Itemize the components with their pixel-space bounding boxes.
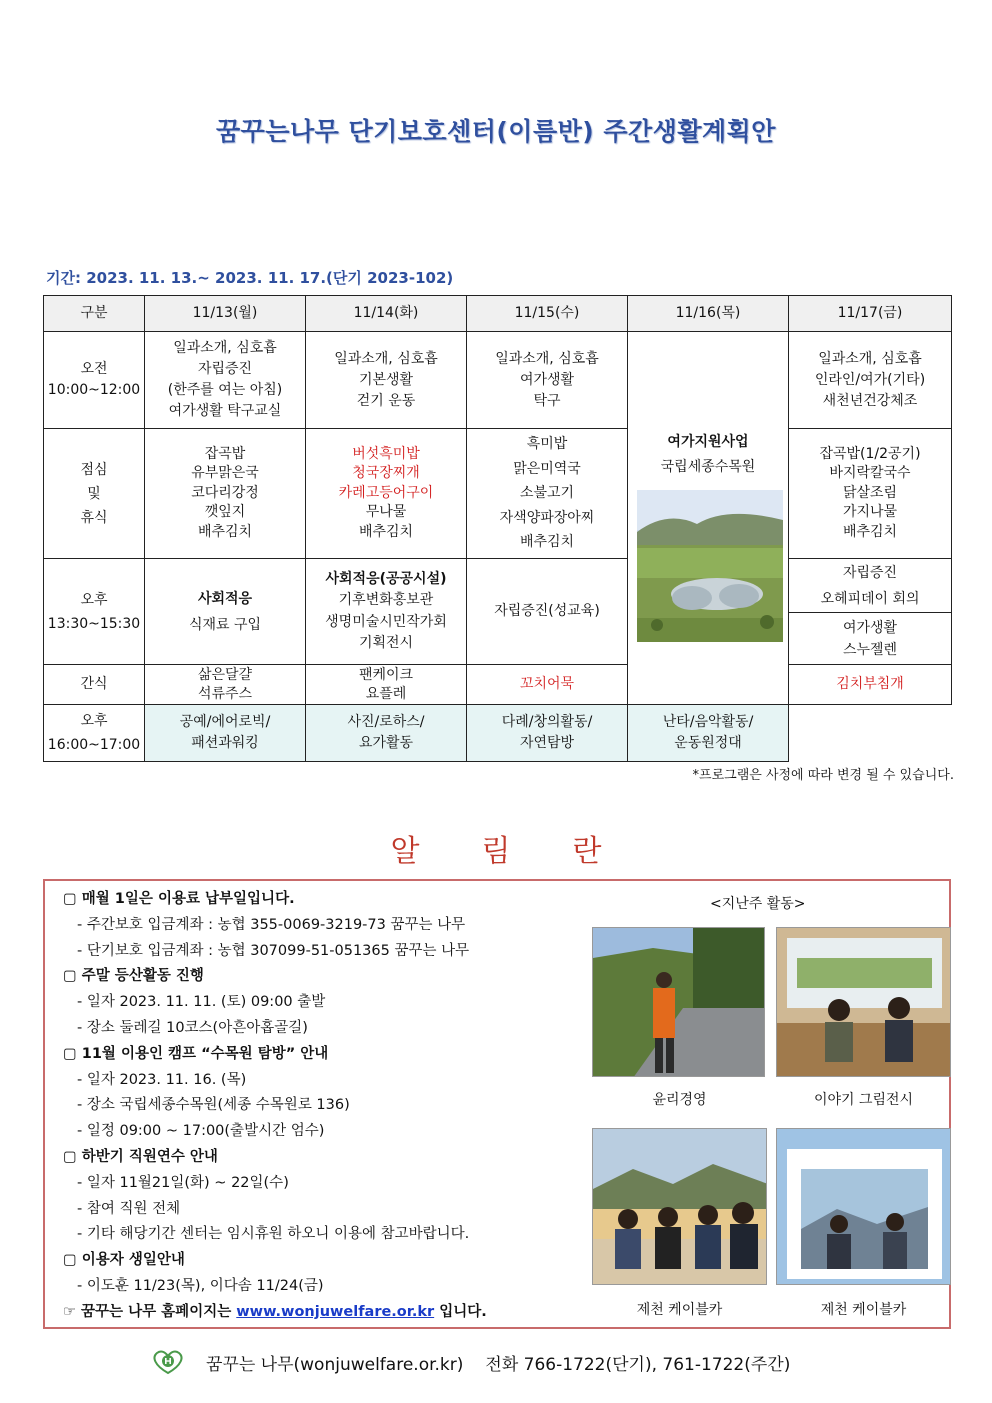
cell-line: 흑미밥	[526, 436, 568, 453]
homepage-prefix: ☞ 꿈꾸는 나무 홈페이지는	[63, 1303, 232, 1320]
cell-line: 자립증진	[197, 361, 253, 377]
cell-line: 무나물	[365, 504, 407, 521]
cell-wed-lunch	[467, 429, 628, 559]
photo-wrap	[630, 480, 786, 649]
cell-line: 스누젤렌	[842, 641, 898, 658]
cell-wed-snack: 꼬치어묵	[467, 665, 628, 705]
cell-line: 자립증진	[842, 564, 898, 581]
cell-line: 사진/로하스/	[347, 714, 425, 730]
cell-line: 팬케이크	[358, 666, 414, 683]
label-text: 휴식	[80, 509, 108, 526]
notice-title: 알림란	[390, 834, 664, 869]
cell-line: 자연탐방	[519, 735, 575, 751]
cell-line: 가지나물	[842, 504, 898, 521]
cell-line: 걷기 운동	[356, 392, 416, 409]
footer	[150, 1347, 790, 1377]
table-row	[44, 429, 952, 559]
photo-image	[593, 1129, 767, 1285]
cell-tue-late	[306, 705, 467, 762]
cell-fri-late	[628, 705, 789, 762]
table-row	[44, 665, 952, 705]
cell-line: 기획전시	[358, 635, 414, 651]
cell-line: 공예/에어로빅/	[179, 714, 271, 730]
notice-heading: ▢ 주말 등산활동 진행	[63, 968, 204, 985]
spacer	[630, 332, 786, 430]
cell-fri-morning	[789, 332, 952, 429]
trip-title: 여가지원사업	[667, 434, 749, 450]
notice-item: - 이도훈 11/23(목), 이다솜 11/24(금)	[77, 1277, 324, 1294]
cell-mon-lunch	[145, 429, 306, 559]
notice-item: - 일자 2023. 11. 16. (목)	[77, 1071, 247, 1088]
cell-line: 맑은미역국	[513, 460, 581, 477]
notice-item: - 일자 2023. 11. 11. (토) 09:00 출발	[77, 994, 326, 1011]
homepage-link[interactable]: www.wonjuwelfare.or.kr	[236, 1303, 435, 1320]
cell-mon-snack	[145, 665, 306, 705]
cell-line: 소불고기	[519, 485, 575, 502]
table-row	[44, 332, 952, 429]
notice-item: - 장소 국립세종수목원(세종 수목원로 136)	[77, 1097, 350, 1114]
notice-item: - 장소 둘레길 10코스(아흔아홉골길)	[77, 1019, 308, 1036]
label-text: 오전	[80, 361, 108, 377]
cell-line: 운동원정대	[674, 735, 742, 751]
cell-line: 청국장찌개	[352, 465, 420, 482]
cell-line: 배추김치	[197, 523, 253, 540]
header-cell: 11/17(금)	[789, 296, 952, 332]
cell-wed-afternoon: 자립증진(성교육)	[467, 559, 628, 665]
cell-line: 일과소개, 심호흡	[173, 340, 277, 356]
header-cell: 구분	[44, 296, 145, 332]
cell-line: 카레고등어구이	[338, 484, 434, 501]
cell-tue-morning	[306, 332, 467, 429]
gallery-title: <지난주 활동>	[710, 896, 806, 912]
cell-line: 코다리강정	[191, 484, 259, 501]
cell-line: 오헤피데이 회의	[820, 590, 920, 607]
cell-line: 유부맑은국	[191, 465, 259, 482]
cell-line: 일과소개, 심호흡	[818, 350, 922, 367]
row-label-lunch	[44, 429, 145, 559]
cell-line: 여가생활 탁구교실	[168, 403, 282, 419]
cell-mon-morning	[145, 332, 306, 429]
period-label: 기간: 2023. 11. 13.~ 2023. 11. 17.(단기 2023-102)	[46, 269, 454, 287]
activity-photo-1	[592, 927, 765, 1077]
cell-line: 생명미술시민작가회	[325, 613, 447, 630]
notice-item: - 일자 11월21일(화) ~ 22일(수)	[77, 1174, 289, 1191]
label-text: 및	[87, 485, 101, 502]
cell-line: 배추김치	[519, 534, 575, 551]
notice-item: - 참여 직원 전체	[77, 1200, 181, 1217]
cell-line: 일과소개, 심호흡	[334, 350, 438, 367]
label-time: 16:00~17:00	[47, 737, 141, 753]
cell-wed-late	[467, 705, 628, 762]
notice-heading: ▢ 하반기 직원연수 안내	[63, 1148, 218, 1165]
notice-heading: ▢ 이용자 생일안내	[63, 1252, 185, 1269]
photo-image	[593, 928, 765, 1077]
header-cell: 11/14(화)	[306, 296, 467, 332]
cell-line: 다례/창의활동/	[501, 714, 593, 730]
label-text: 점심	[80, 461, 108, 478]
cell-line: 새천년건강체조	[822, 392, 918, 409]
row-label-snack: 간식	[44, 665, 145, 705]
cell-line: 배추김치	[358, 523, 414, 540]
cell-mon-afternoon	[145, 559, 306, 665]
cell-line: 기본생활	[358, 371, 414, 388]
notice-item: - 기타 해당기간 센터는 임시휴원 하오니 이용에 참고바랍니다.	[77, 1226, 470, 1243]
cell-line: 여가생활	[842, 619, 898, 636]
cell-line: 잡곡밥(1/2공기)	[819, 445, 921, 462]
cell-line: 탁구	[533, 392, 561, 409]
cell-line: 인라인/여가(기타)	[814, 371, 926, 388]
header-cell: 11/13(월)	[145, 296, 306, 332]
photo-caption: 윤리경영	[652, 1092, 707, 1108]
cell-line: 난타/음악활동/	[662, 714, 754, 730]
notice-heading: ▢ 매월 1일은 이용료 납부일입니다.	[63, 891, 295, 907]
label-text: 오후	[80, 713, 108, 729]
cell-line: 잡곡밥	[204, 445, 246, 462]
cell-line: 요가활동	[358, 735, 414, 751]
notice-box	[43, 879, 951, 1329]
cell-line: 석류주스	[197, 685, 253, 702]
photo-caption: 제천 케이블카	[636, 1302, 723, 1318]
activity-photo-2	[776, 927, 951, 1077]
label-time: 10:00~12:00	[47, 382, 141, 398]
cell-line: 여가생활	[519, 371, 575, 388]
cell-wed-morning	[467, 332, 628, 429]
org-logo-icon	[150, 1349, 186, 1375]
homepage-line	[63, 1300, 583, 1326]
cell-tue-lunch	[306, 429, 467, 559]
arboretum-photo	[637, 490, 783, 642]
footer-org: 꿈꾸는 나무(wonjuwelfare.or.kr)	[206, 1354, 464, 1375]
photo-caption: 이야기 그림전시	[813, 1092, 914, 1108]
table-row	[44, 705, 952, 762]
cell-line: 기후변화홍보관	[338, 592, 434, 608]
table-header-row	[44, 296, 952, 332]
cell-tue-afternoon	[306, 559, 467, 665]
row-label-late	[44, 705, 145, 762]
cell-mon-late	[145, 705, 306, 762]
cell-line: 패션과워킹	[191, 735, 259, 751]
notice-item: - 주간보호 입금계좌 : 농협 355-0069-3219-73 꿈꾸는 나무	[77, 916, 466, 933]
row-label-morning	[44, 332, 145, 429]
notice-list	[63, 887, 583, 1326]
activity-photo-4	[776, 1128, 951, 1285]
cell-fri-lunch	[789, 429, 952, 559]
label-text: 오후	[80, 591, 108, 608]
homepage-suffix: 입니다.	[439, 1303, 487, 1320]
cell-line: (한주를 여는 아침)	[167, 382, 283, 398]
header-cell: 11/16(목)	[628, 296, 789, 332]
cell-line: 깻잎지	[204, 504, 246, 521]
cell-thu-trip	[628, 332, 789, 705]
photo-caption: 제천 케이블카	[820, 1302, 907, 1318]
photo-image	[777, 1129, 951, 1285]
row-label-afternoon	[44, 559, 145, 665]
cell-line: 삶은달걀	[197, 666, 253, 683]
activity-photo-3	[592, 1128, 767, 1285]
header-cell: 11/15(수)	[467, 296, 628, 332]
cell-fri-afternoon-b	[789, 613, 952, 665]
cell-line: 요플레	[365, 685, 407, 702]
cell-fri-snack: 김치부침개	[789, 665, 952, 705]
cell-line: 버섯흑미밥	[352, 445, 420, 462]
cell-line: 일과소개, 심호흡	[495, 350, 599, 367]
notice-item: - 일정 09:00 ~ 17:00(출발시간 엄수)	[77, 1123, 325, 1140]
cell-line: 자색양파장아찌	[499, 509, 595, 526]
cell-line: 닭살조림	[842, 484, 898, 501]
label-time: 13:30~15:30	[47, 615, 141, 632]
cell-line: 사회적응(공공시설)	[325, 570, 447, 587]
cell-line: 배추김치	[842, 523, 898, 540]
notice-heading: ▢ 11월 이용인 캠프 “수목원 탐방” 안내	[63, 1045, 329, 1062]
weekly-schedule-table	[43, 295, 952, 762]
page-title: 꿈꾸는나무 단기보호센터(이름반) 주간생활계획안	[216, 117, 776, 146]
notice-item: - 단기보호 입금계좌 : 농협 307099-51-051365 꿈꾸는 나무	[77, 942, 470, 959]
cell-fri-afternoon-a	[789, 559, 952, 613]
photo-image	[777, 928, 951, 1077]
cell-line: 바지락칼국수	[829, 465, 911, 482]
cell-line: 식재료 구입	[188, 616, 262, 633]
table-row	[44, 559, 952, 613]
schedule-note: *프로그램은 사정에 따라 변경 될 수 있습니다.	[692, 768, 954, 783]
footer-phone: 전화 766-1722(단기), 761-1722(주간)	[485, 1354, 791, 1375]
cell-line: 사회적응	[197, 590, 253, 607]
trip-place: 국립세종수목원	[660, 459, 756, 475]
cell-tue-snack	[306, 665, 467, 705]
